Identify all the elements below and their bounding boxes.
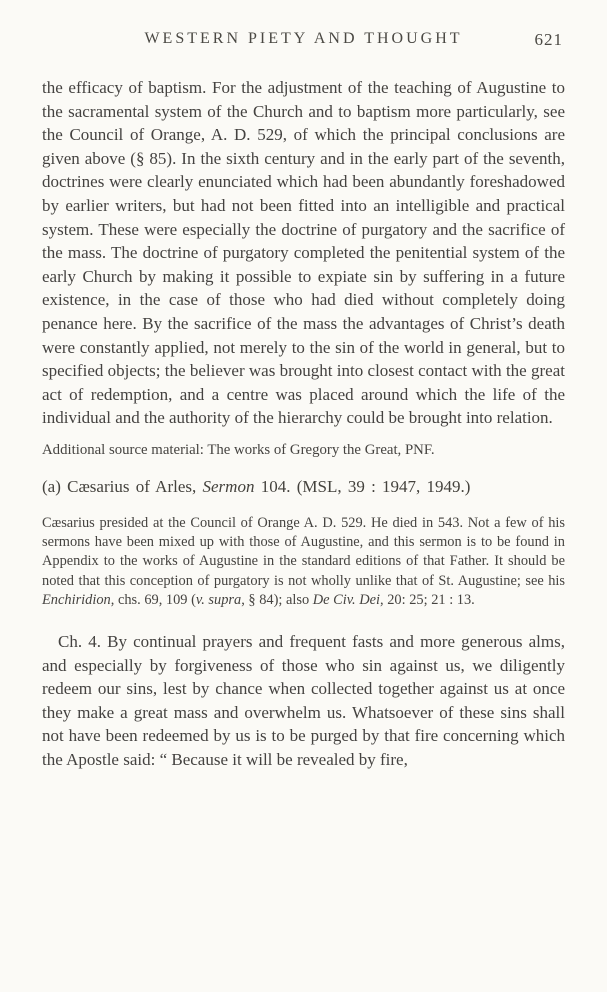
heading-segment-1: (a) Cæsarius of Arles, bbox=[42, 476, 203, 496]
note-segment-supra-italic: v. supra bbox=[195, 591, 242, 608]
page-number: 621 bbox=[534, 30, 563, 49]
paragraph-chapter-4: Ch. 4. By continual prayers and frequent fasts and more generous alms, and especially by forgiveness of those who sin against us, we diligently redeem our sins, lest by chance when collected together against us at once they make a great mass and overwhelm us. Whatsoever of these sins shall not have been redeemed by us is to be purged by that fire concerning which the Apostle said: “ Because it will be revealed by fire, bbox=[42, 631, 565, 769]
note-segment-2: , chs. 69, 109 ( bbox=[110, 591, 196, 608]
source-note: Additional source material: The works of Gregory the Great, PNF. bbox=[42, 441, 435, 458]
note-segment-3: , § 84); also bbox=[241, 591, 313, 608]
caesarius-editorial-note bbox=[42, 514, 565, 610]
paragraph-baptism-purgatory: the efficacy of baptism. For the adjustment of the teaching of Augustine to the sacramental system of the Church and to baptism more particularly, see the Council of Orange, A. D. 529, of which the principal conclusions are given above (§ 85). In the sixth century and in the early part of the seventh, doctrines were clearly enunciated which had been abundantly foreshadowed by earlier writers, but had not been fitted into an intelligible and practical system. These were especially the doctrine of purgatory and the sacrifice of the mass. The doctrine of purgatory completed the penitential system of the early Church by making it possible to expiate sin by suffering in a future existence, in the case of those who had died without completely doing penance here. By the sacrifice of the mass the advantages of Christ’s death were constantly applied, not merely to the sin of the world in general, but to specified objects; the believer was brought into closest contact with the great act of redemption, and a centre was placed around which the life of the individual and the authority of the hierarchy could be brought into relation. bbox=[42, 78, 565, 428]
note-segment-enchiridion-italic: Enchiridion bbox=[42, 591, 111, 608]
page-header bbox=[42, 30, 565, 54]
note-segment-decivdei-italic: De Civ. Dei bbox=[312, 591, 381, 608]
heading-segment-sermon-italic: Sermon bbox=[202, 476, 255, 496]
running-head-title: WESTERN PIETY AND THOUGHT bbox=[144, 30, 463, 47]
note-segment-4: , 20: 25; 21 : 13. bbox=[380, 591, 475, 608]
section-a-heading bbox=[42, 475, 565, 499]
note-segment-1: Cæsarius presided at the Council of Orange A. D. 529. He died in 543. Not a few of his sermons have been mixed up with those of Augustine, and this sermon is to be found in Appendix to the works of Augustine in the standard editions of that Father. It should be noted that this conception of purgatory is not wholly unlike that of St. Augustine; see his bbox=[42, 514, 565, 589]
heading-segment-2: 104. (MSL, 39 : 1947, 1949.) bbox=[254, 476, 471, 496]
